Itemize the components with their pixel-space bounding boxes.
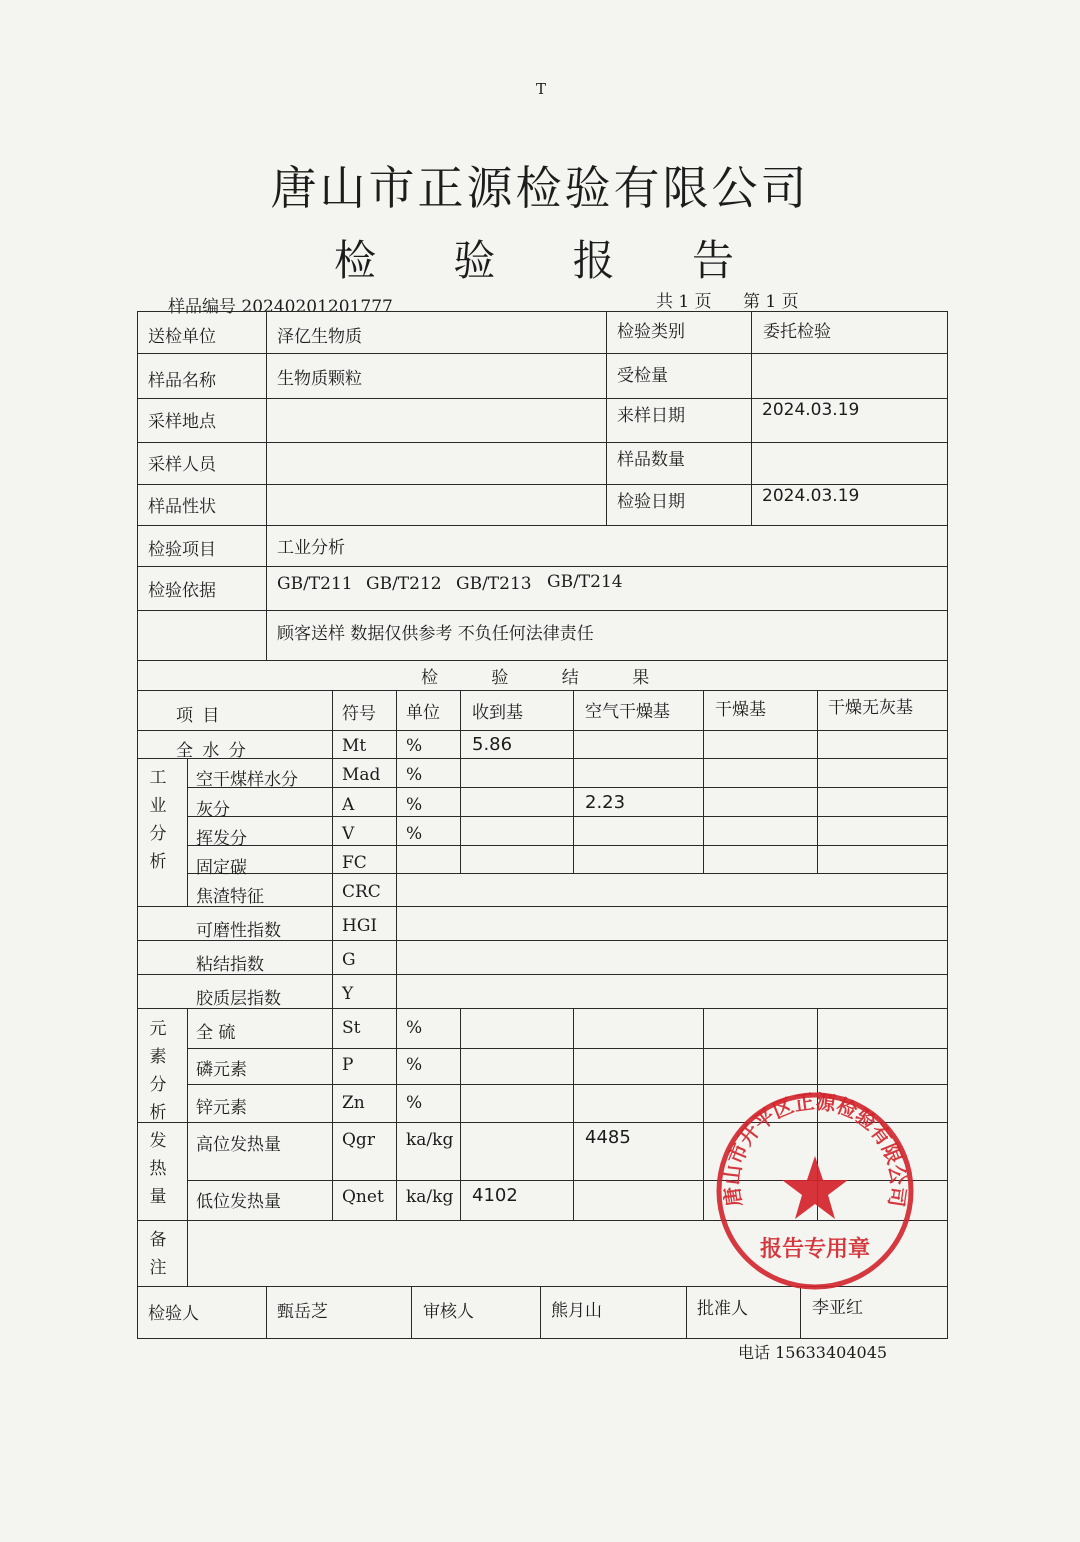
row-st-symbol: St <box>342 1018 361 1038</box>
seal-text-top: 唐山市开平区正源检验有限公司 <box>719 1089 911 1209</box>
results-title: 检 验 结 果 <box>421 668 674 688</box>
basis-standard-1: GB/T211 <box>277 574 353 594</box>
group-industrial-analysis: 工业分析 <box>149 768 167 872</box>
row-zn-symbol: Zn <box>342 1093 365 1113</box>
row-mt-unit: % <box>406 736 423 756</box>
row-volatile-symbol: V <box>342 824 355 844</box>
basis-standard-2: GB/T212 <box>366 574 442 594</box>
official-seal-stamp <box>712 1088 918 1294</box>
phone-number: 电话 15633404045 <box>738 1343 888 1362</box>
row-mad-unit: % <box>406 765 423 785</box>
sample-name-label: 样品名称 <box>148 371 216 391</box>
row-y-name: 胶质层指数 <box>196 989 281 1009</box>
row-qgr-unit: ka/kg <box>406 1130 454 1150</box>
row-ash-air-dry: 2.23 <box>585 792 626 813</box>
row-fc-symbol: FC <box>342 853 367 873</box>
submitter-value: 泽亿生物质 <box>277 327 362 347</box>
row-g-symbol: G <box>342 950 356 970</box>
test-date-label: 检验日期 <box>617 492 685 512</box>
row-mt-symbol: Mt <box>342 736 367 756</box>
category-label: 检验类别 <box>617 322 685 342</box>
report-title: 检 验 报 告 <box>333 236 767 285</box>
row-qnet-name: 低位发热量 <box>196 1192 281 1212</box>
row-p-unit: % <box>406 1055 423 1075</box>
sample-state-label: 样品性状 <box>148 497 216 517</box>
inspector-label: 检验人 <box>148 1304 199 1324</box>
received-qty-label: 受检量 <box>617 366 668 386</box>
row-mt-name: 全 水 分 <box>176 741 248 761</box>
location-label: 采样地点 <box>148 412 216 432</box>
category-value: 委托检验 <box>763 322 831 342</box>
row-qnet-received: 4102 <box>472 1185 518 1206</box>
sample-count-label: 样品数量 <box>617 450 685 470</box>
submitter-label: 送检单位 <box>148 327 216 347</box>
row-mad-name: 空干煤样水分 <box>196 770 298 790</box>
row-qnet-symbol: Qnet <box>342 1187 384 1207</box>
group-element-analysis: 元素分析 <box>149 1019 167 1123</box>
row-crc-symbol: CRC <box>342 882 381 902</box>
test-item-value: 工业分析 <box>277 538 345 558</box>
row-qgr-symbol: Qgr <box>342 1130 375 1150</box>
company-name: 唐山市正源检验有限公司 <box>270 161 810 215</box>
sample-number: 样品编号 20240201201777 <box>168 297 393 317</box>
sampler-label: 采样人员 <box>148 455 216 475</box>
row-ash-name: 灰分 <box>196 800 230 820</box>
row-mt-received: 5.86 <box>472 734 513 755</box>
header-item: 项 目 <box>176 706 222 726</box>
header-unit: 单位 <box>406 703 440 723</box>
header-dry-basis: 干燥基 <box>715 700 766 720</box>
page-number: 第 1 页 <box>743 292 799 312</box>
row-ash-symbol: A <box>342 795 355 815</box>
row-zn-name: 锌元素 <box>196 1098 247 1118</box>
row-qgr-air-dry: 4485 <box>585 1127 631 1148</box>
arrival-date-label: 来样日期 <box>617 406 685 426</box>
basis-standard-3: GB/T213 <box>456 574 532 594</box>
header-dry-ash-free-basis: 干燥无灰基 <box>828 698 913 718</box>
row-volatile-name: 挥发分 <box>196 829 247 849</box>
arrival-date-value: 2024.03.19 <box>762 400 860 420</box>
row-p-symbol: P <box>342 1055 354 1075</box>
row-qgr-name: 高位发热量 <box>196 1135 281 1155</box>
approver-label: 批准人 <box>697 1299 748 1319</box>
page-indicator <box>656 287 825 312</box>
test-item-label: 检验项目 <box>148 540 216 560</box>
header-air-dry-basis: 空气干燥基 <box>585 702 670 722</box>
row-p-name: 磷元素 <box>196 1060 247 1080</box>
row-zn-unit: % <box>406 1093 423 1113</box>
reviewer-label: 审核人 <box>423 1302 474 1322</box>
header-received-basis: 收到基 <box>472 703 523 723</box>
group-heat-value: 发热量 <box>149 1131 167 1207</box>
row-fc-name: 固定碳 <box>196 858 247 878</box>
row-g-name: 粘结指数 <box>196 955 264 975</box>
total-pages: 共 1 页 <box>656 292 712 312</box>
seal-text-bottom: 报告专用章 <box>759 1236 871 1262</box>
row-mad-symbol: Mad <box>342 765 381 785</box>
approver-name: 李亚红 <box>812 1298 863 1318</box>
basis-standard-4: GB/T214 <box>547 572 623 592</box>
sample-name-value: 生物质颗粒 <box>277 369 362 389</box>
basis-label: 检验依据 <box>148 581 216 601</box>
row-ash-unit: % <box>406 795 423 815</box>
disclaimer: 顾客送样 数据仅供参考 不负任何法律责任 <box>277 624 594 644</box>
inspector-name: 甄岳芝 <box>277 1302 328 1322</box>
top-mark: T <box>536 80 547 98</box>
group-remark: 备注 <box>149 1230 167 1278</box>
row-volatile-unit: % <box>406 824 423 844</box>
row-st-name: 全 硫 <box>196 1023 236 1043</box>
row-crc-name: 焦渣特征 <box>196 887 264 907</box>
row-st-unit: % <box>406 1018 423 1038</box>
reviewer-name: 熊月山 <box>551 1301 602 1321</box>
row-qnet-unit: ka/kg <box>406 1187 454 1207</box>
star-icon <box>782 1156 848 1219</box>
row-y-symbol: Y <box>342 984 354 1004</box>
test-date-value: 2024.03.19 <box>762 486 860 506</box>
row-hgi-symbol: HGI <box>342 916 378 936</box>
row-hgi-name: 可磨性指数 <box>196 921 281 941</box>
header-symbol: 符号 <box>342 704 376 724</box>
